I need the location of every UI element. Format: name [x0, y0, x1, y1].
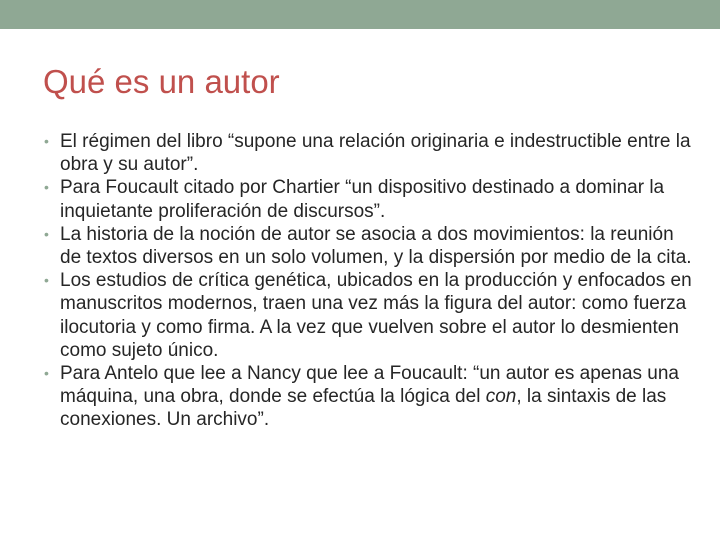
bullet-item — [44, 269, 694, 362]
bullet-dot-icon: • — [44, 272, 49, 289]
bullet-text: La historia de la noción de autor se asocia a dos movimientos: la reunión de textos diversos en un solo volumen, y la dispersión por medio de la cita. — [60, 223, 692, 269]
bullet-item — [44, 176, 694, 222]
bullet-text: Los estudios de crítica genética, ubicados en la producción y enfocados en manuscritos modernos, traen una vez más la figura del autor: como fuerza ilocutoria y como firma. A la vez que vuelven sobre el autor lo desmienten como sujeto único. — [60, 270, 692, 361]
bullet-text: , la sintaxis de las conexiones. Un archivo”. — [60, 386, 667, 431]
bullet-item — [44, 362, 694, 432]
bullet-item — [44, 130, 694, 176]
bullet-text: Para Foucault citado por Chartier “un dispositivo destinado a dominar la inquietante proliferación de discursos”. — [60, 177, 665, 222]
bullet-dot-icon: • — [44, 179, 49, 196]
bullet-text: Para Antelo que lee a Nancy que lee a Foucault: “un autor es apenas una máquina, una obra, donde se efectúa la lógica del — [60, 363, 679, 408]
bullet-item — [44, 223, 694, 269]
slide-title: Qué es un autor — [43, 63, 280, 100]
top-accent-bar — [0, 0, 720, 29]
bullet-text-italic: con — [485, 386, 517, 408]
bullet-dot-icon: • — [44, 225, 49, 242]
bullet-text: El régimen del libro “supone una relación originaria e indestructible entre la obra y su autor”. — [60, 131, 691, 176]
bullet-list — [44, 130, 694, 432]
bullet-dot-icon: • — [44, 133, 49, 149]
bullet-dot-icon: • — [44, 365, 49, 382]
